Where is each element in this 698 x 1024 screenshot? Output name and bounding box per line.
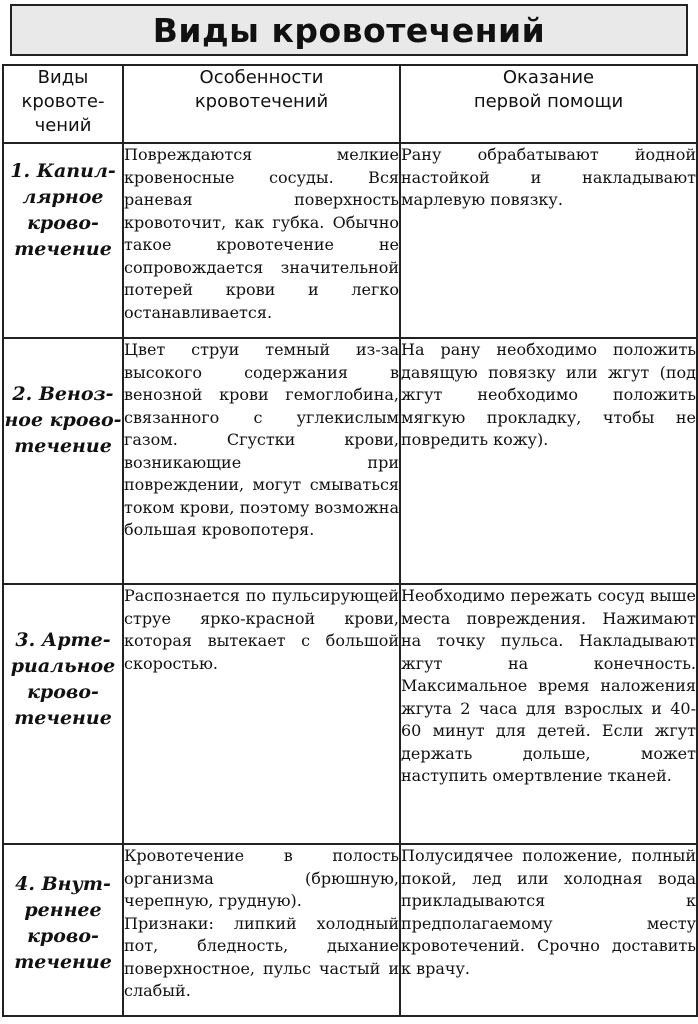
header-first-aid: Оказание первой помощи bbox=[400, 65, 697, 143]
row-type-venous: 2. Веноз- ное крово- течение bbox=[3, 338, 123, 584]
row-type-internal: 4. Внут- реннее крово- течение bbox=[3, 844, 123, 1016]
row-features-capillary: Повреждаются мелкие кровеносные сосуды. Вся раневая поверхность кровоточит, как губка. Обычно такое кровотечение не сопровождается значительной потерей крови и легко останавливается. bbox=[123, 143, 400, 338]
title-box bbox=[10, 4, 688, 56]
table-row bbox=[3, 844, 697, 1016]
header-features: Особенности кровотечений bbox=[123, 65, 400, 143]
table-row bbox=[3, 338, 697, 584]
row-features-venous: Цвет струи темный из-за высокого содержания в венозной крови гемоглобина, связанного с углекислым газом. Сгустки крови, возникающие при повреждении, могут смываться током крови, поэтому возможна большая кровопотеря. bbox=[123, 338, 400, 584]
row-first-aid-venous: На рану необходимо положить давящую повязку или жгут (под жгут необходимо положить мягкую прокладку, чтобы не повредить кожу). bbox=[400, 338, 697, 584]
bleeding-types-table bbox=[2, 64, 698, 1017]
header-type: Виды кровоте- чений bbox=[3, 65, 123, 143]
row-type-arterial: 3. Арте- риальное крово- течение bbox=[3, 584, 123, 844]
row-first-aid-arterial: Необходимо пережать сосуд выше места повреждения. Нажимают на точку пульса. Накладывают жгут на конечность. Максимальное время наложения жгута 2 часа для взрослых и 40-60 минут для детей. Если жгут держать дольше, может наступить омертвление тканей. bbox=[400, 584, 697, 844]
page-title: Виды кровотечений bbox=[152, 10, 546, 50]
row-type-capillary: 1. Капил- лярное крово- течение bbox=[3, 143, 123, 338]
row-first-aid-capillary: Рану обрабатывают йодной настойкой и накладывают марлевую повязку. bbox=[400, 143, 697, 338]
row-features-internal: Кровотечение в полость организма (брюшную, черепную, грудную). Признаки: липкий холодный пот, бледность, дыхание поверхностное, пульс частый и слабый. bbox=[123, 844, 400, 1016]
row-features-arterial: Распознается по пульсирующей струе ярко-красной крови, которая вытекает с большой скоростью. bbox=[123, 584, 400, 844]
table-header-row bbox=[3, 65, 697, 143]
row-first-aid-internal: Полусидячее положение, полный покой, лед или холодная вода прикладываются к предполагаемому месту кровотечений. Срочно доставить к врачу. bbox=[400, 844, 697, 1016]
table-row bbox=[3, 584, 697, 844]
table-row bbox=[3, 143, 697, 338]
